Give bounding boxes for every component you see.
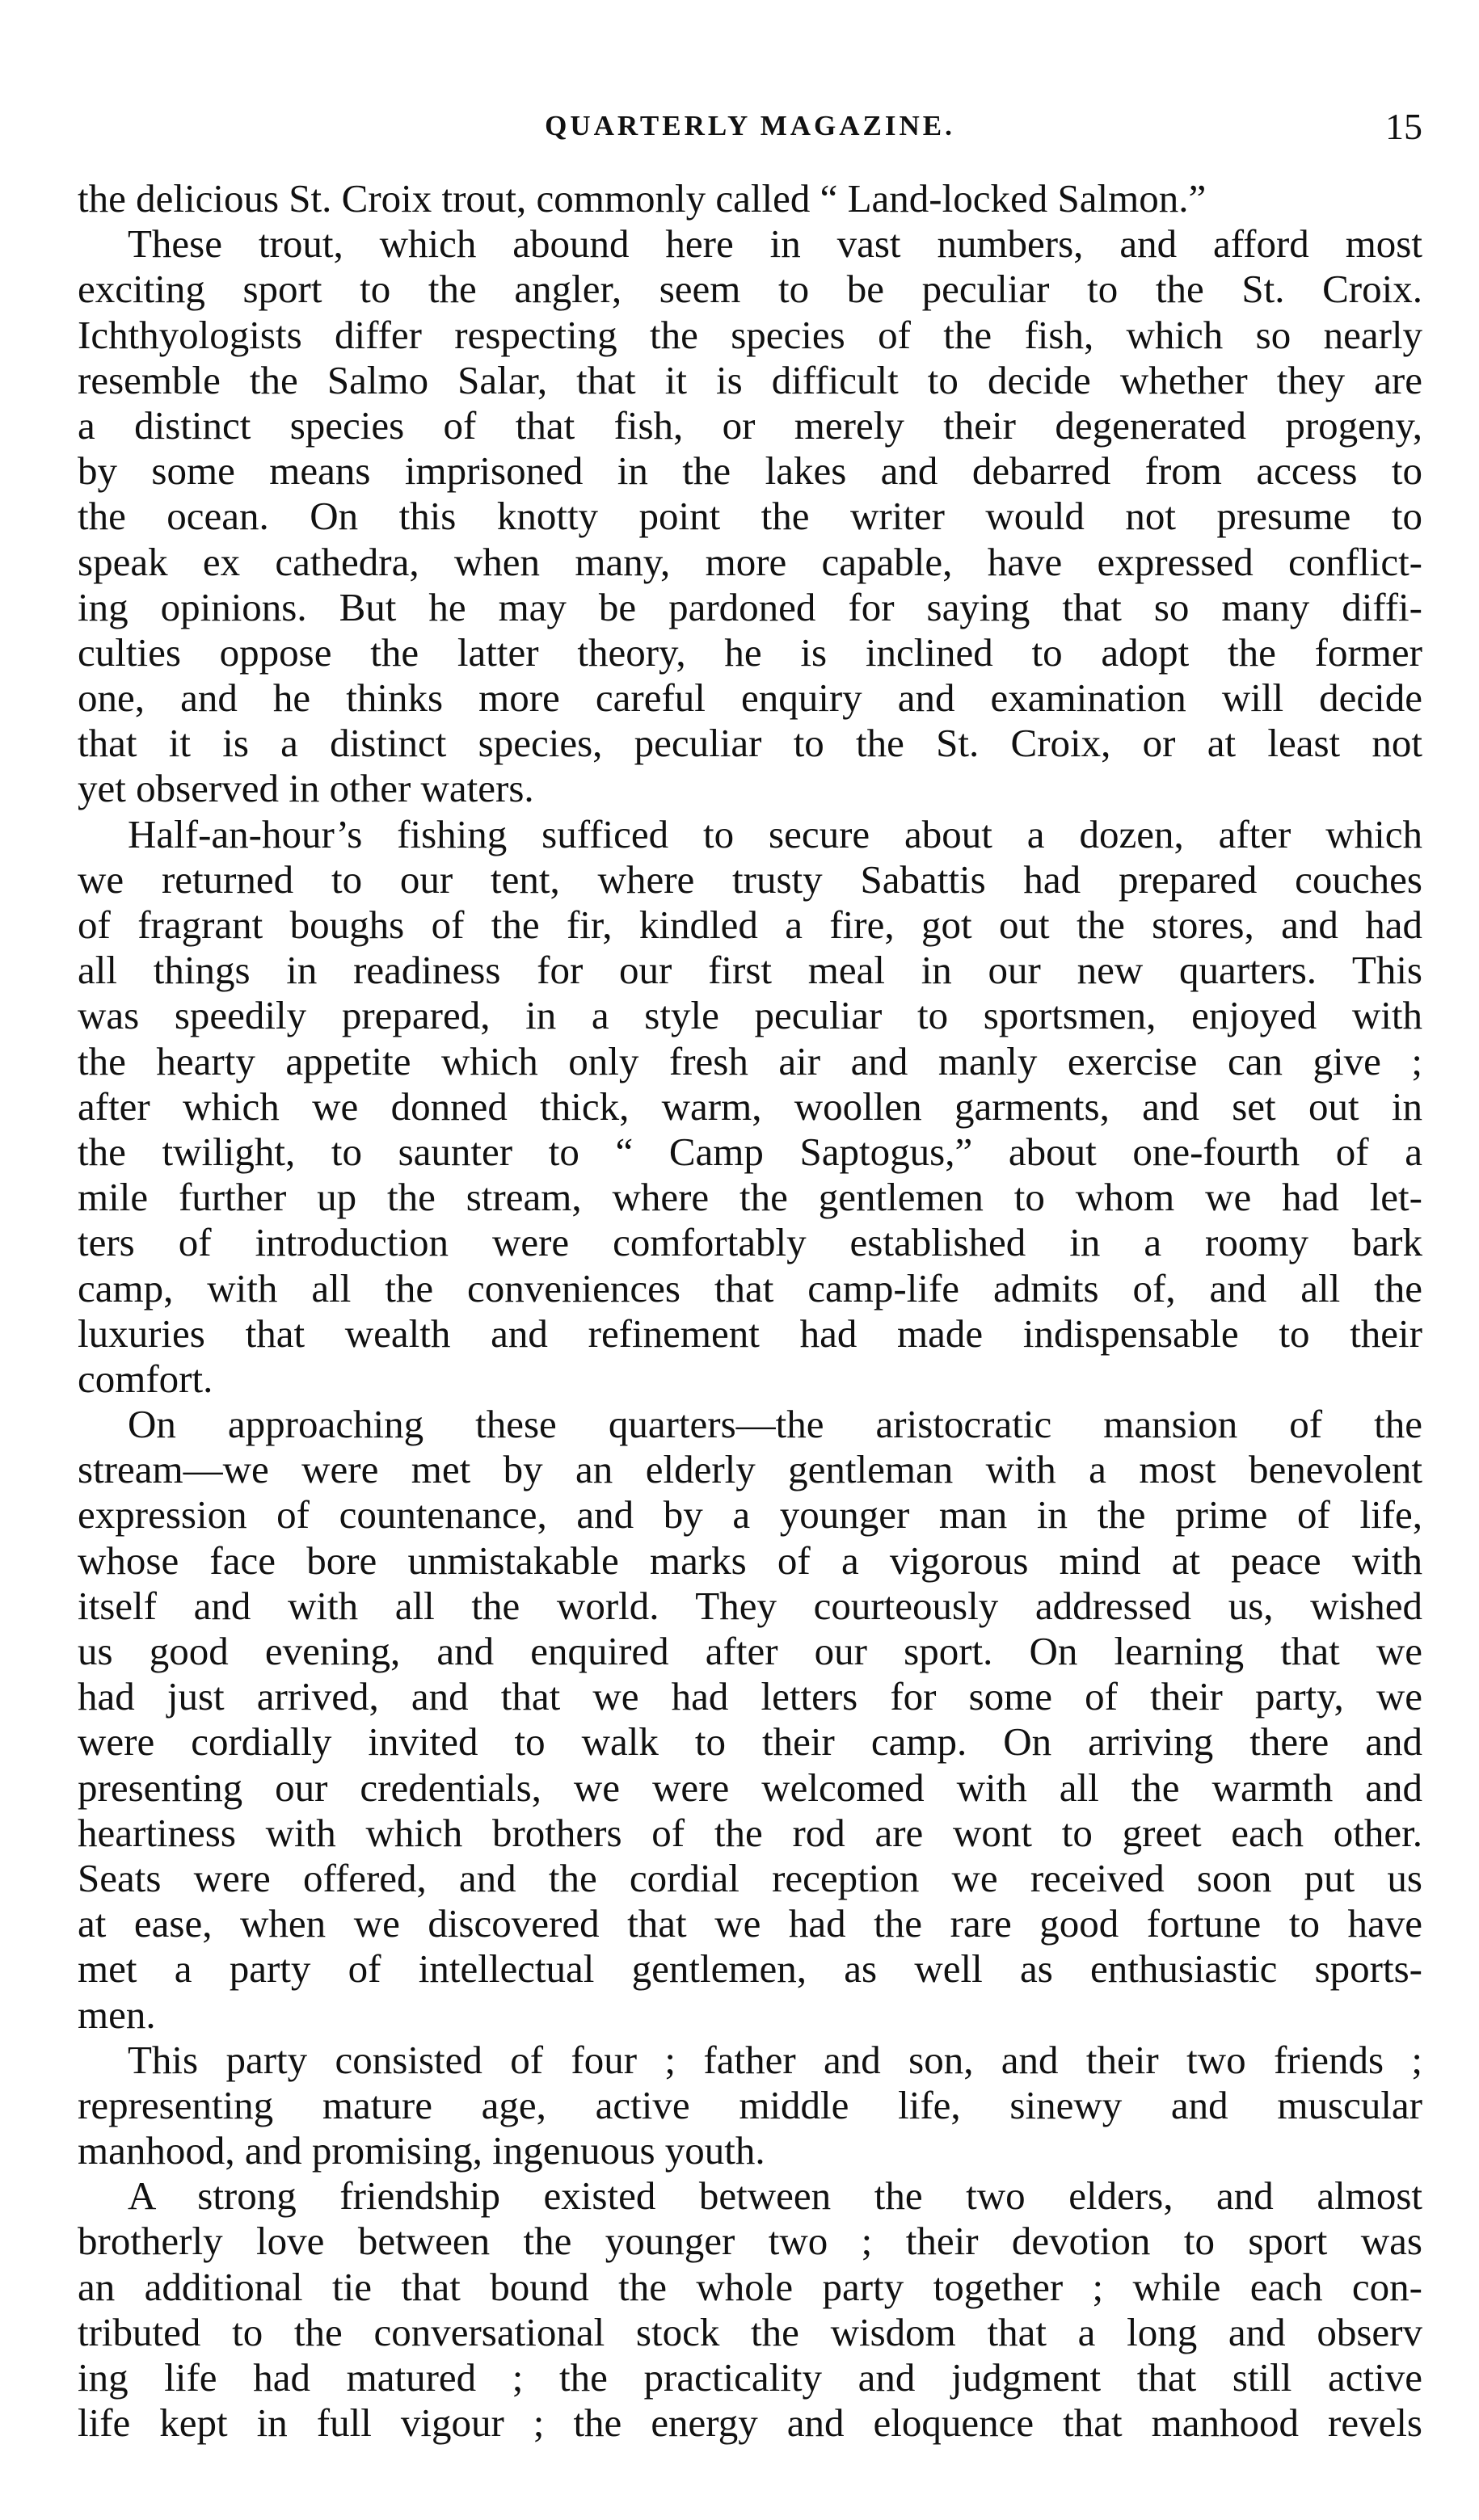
text-line: camp, with all the conveniences that camp-life admits of, and all the: [78, 1265, 1422, 1310]
text-line: met a party of intellectual gentlemen, as well as enthusiastic sports-: [78, 1946, 1422, 1992]
text-line: yet observed in other waters.: [78, 766, 534, 811]
text-line: This party consisted of four ; father and son, and their two friends ;: [128, 2037, 1422, 2082]
text-line: were cordially invited to walk to their camp. On arriving there and: [78, 1719, 1422, 1765]
text-line: itself and with all the world. They courteously addressed us, wished: [78, 1583, 1422, 1628]
text-line: an additional tie that bound the whole party together ; while each con-: [78, 2264, 1422, 2309]
text-line: of fragrant boughs of the fir, kindled a fire, got out the stores, and had: [78, 902, 1422, 947]
text-line: A strong friendship existed between the two elders, and almost: [128, 2173, 1422, 2219]
text-line: that it is a distinct species, peculiar to the St. Croix, or at least not: [78, 721, 1422, 766]
text-line: On approaching these quarters—the aristocratic mansion of the: [128, 1402, 1422, 1447]
text-line: all things in readiness for our first meal in our new quarters. This: [78, 948, 1422, 993]
text-line: brotherly love between the younger two ; their devotion to sport was: [78, 2219, 1422, 2264]
text-line: expression of countenance, and by a younger man in the prime of life,: [78, 1492, 1422, 1538]
running-title: QUARTERLY MAGAZINE.: [545, 110, 955, 141]
text-line: after which we donned thick, warm, woollen garments, and set out in: [78, 1083, 1422, 1129]
text-line: resemble the Salmo Salar, that it is difficult to decide whether they are: [78, 357, 1422, 402]
text-line: by some means imprisoned in the lakes and debarred from access to: [78, 448, 1422, 494]
text-line: exciting sport to the angler, seem to be peculiar to the St. Croix.: [78, 267, 1422, 312]
text-line: ing life had matured ; the practicality and judgment that still active: [78, 2355, 1422, 2400]
text-line: These trout, which abound here in vast numbers, and afford most: [128, 221, 1422, 267]
text-line: Seats were offered, and the cordial reception we received soon put us: [78, 1855, 1422, 1900]
text-line: luxuries that wealth and refinement had made indispensable to their: [78, 1310, 1422, 1356]
text-line: the ocean. On this knotty point the writer would not presume to: [78, 494, 1422, 539]
text-line: ters of introduction were comfortably established in a roomy bark: [78, 1220, 1422, 1265]
text-line: one, and he thinks more careful enquiry and examination will decide: [78, 675, 1422, 721]
text-line: life kept in full vigour ; the energy and eloquence that manhood revels: [78, 2400, 1422, 2446]
text-line: us good evening, and enquired after our sport. On learning that we: [78, 1629, 1422, 1673]
text-line: comfort.: [78, 1356, 213, 1401]
text-line: the delicious St. Croix trout, commonly called “ Land-locked Salmon.”: [78, 176, 1207, 221]
text-line: the hearty appetite which only fresh air and manly exercise can give ;: [78, 1038, 1422, 1083]
text-line: whose face bore unmistakable marks of a vigorous mind at peace with: [78, 1538, 1422, 1583]
text-line: manhood, and promising, ingenuous youth.: [78, 2128, 765, 2173]
text-line: Half-an-hour’s fishing sufficed to secure about a dozen, after which: [128, 811, 1422, 856]
text-line: stream—we were met by an elderly gentleman with a most benevolent: [78, 1447, 1422, 1492]
text-line: representing mature age, active middle life, sinewy and muscular: [78, 2082, 1422, 2127]
text-line: a distinct species of that fish, or merely their degenerated progeny,: [78, 402, 1422, 448]
text-line: men.: [78, 1992, 156, 2037]
text-line: was speedily prepared, in a style peculiar to sportsmen, enjoyed with: [78, 993, 1422, 1038]
page-header: [78, 105, 1422, 162]
text-line: the twilight, to saunter to “ Camp Saptogus,” about one-fourth of a: [78, 1129, 1422, 1174]
text-line: we returned to our tent, where trusty Sabattis had prepared couches: [78, 856, 1422, 902]
page-number: 15: [1385, 106, 1422, 147]
text-line: tributed to the conversational stock the wisdom that a long and observ: [78, 2309, 1422, 2354]
text-line: heartiness with which brothers of the rod are wont to greet each other.: [78, 1810, 1422, 1855]
text-line: ing opinions. But he may be pardoned for saying that so many diffi-: [78, 584, 1422, 629]
text-line: presenting our credentials, we were welcomed with all the warmth and: [78, 1765, 1422, 1810]
text-line: culties oppose the latter theory, he is inclined to adopt the former: [78, 629, 1422, 675]
text-line: Ichthyologists differ respecting the species of the fish, which so nearly: [78, 312, 1422, 357]
text-line: had just arrived, and that we had letters for some of their party, we: [78, 1674, 1422, 1719]
text-line: mile further up the stream, where the gentlemen to whom we had let-: [78, 1175, 1422, 1220]
text-line: speak ex cathedra, when many, more capable, have expressed conflict-: [78, 539, 1422, 584]
body-text: [78, 176, 1422, 2446]
text-line: at ease, when we discovered that we had the rare good fortune to have: [78, 1901, 1422, 1946]
